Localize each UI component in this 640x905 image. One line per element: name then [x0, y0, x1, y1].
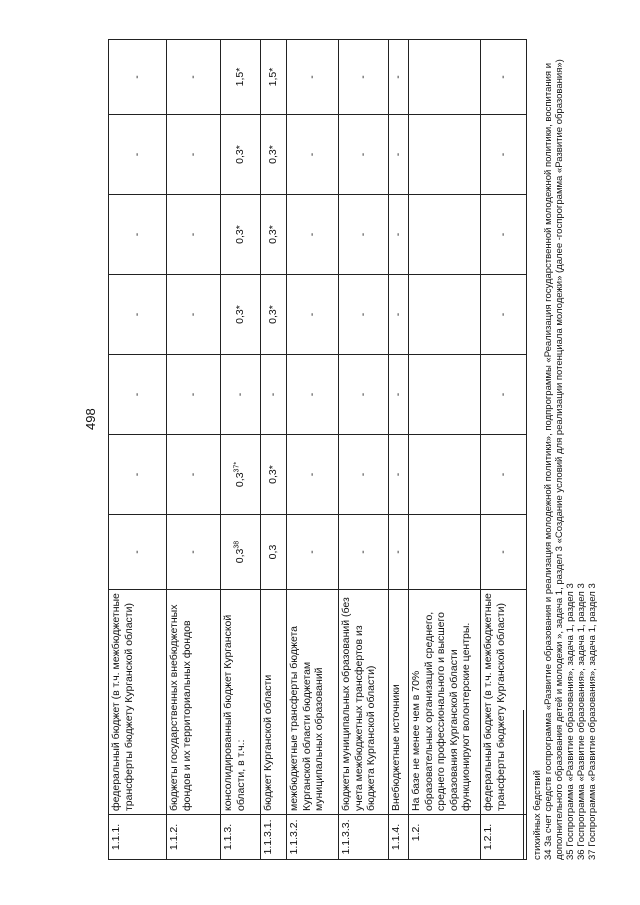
value-text: - — [306, 75, 319, 79]
value-text: - — [267, 392, 280, 397]
value-cell — [167, 355, 221, 435]
row-number: 1.1.4. — [389, 815, 409, 860]
value-text: - — [392, 232, 405, 237]
value-cell — [339, 435, 389, 515]
value-cell — [389, 115, 409, 195]
footnote-rule — [523, 710, 524, 860]
value-cell — [389, 275, 409, 355]
value-text: 0,3* — [267, 305, 280, 324]
value-cell — [287, 435, 339, 515]
row-name: Внебюджетные источники — [389, 590, 409, 815]
value-text: - — [131, 312, 144, 317]
value-cell — [109, 435, 167, 515]
value-text: 0,3* — [267, 465, 280, 484]
value-cell — [221, 355, 261, 435]
value-text: 0,3* — [234, 145, 247, 164]
value-cell — [409, 515, 481, 590]
table-row — [221, 40, 261, 860]
value-cell — [261, 515, 287, 590]
value-cell — [409, 115, 481, 195]
value-cell — [409, 40, 481, 115]
value-cell — [389, 435, 409, 515]
footnote-marker: 38 — [233, 540, 241, 549]
value-text: - — [357, 312, 370, 317]
value-text: - — [306, 472, 319, 477]
value-cell — [409, 275, 481, 355]
value-text: - — [357, 152, 370, 157]
value-text: 0,3* — [234, 305, 247, 324]
value-text: 0,3* — [267, 145, 280, 164]
value-cell — [109, 355, 167, 435]
value-cell — [167, 435, 221, 515]
value-text: - — [187, 312, 200, 317]
value-text: - — [392, 550, 405, 554]
value-cell — [261, 195, 287, 275]
row-number: 1.1.3.1. — [261, 815, 287, 860]
value-text: 0,3 — [234, 548, 247, 564]
table-body — [109, 40, 527, 860]
value-text: - — [187, 550, 200, 554]
footnote-34: 34 За счет средств госпрограмма «Развитие образования и реализация молодежной политики», подпрограммы «Реализация государственной молодежной политики, воспитания и дополнительного образования детей и молодежи », задача 1, раздел 3 «Создание условий для реализации потенциала молодежи» (далее -госпрограмма «Развитие образования») — [543, 59, 565, 860]
value-cell — [481, 515, 527, 590]
value-text: - — [497, 550, 510, 554]
row-name: На базе не менее чем в 70% образовательных организаций среднего, среднего профессионального и высшего образования Курганской области функционируют волонтерские центры. — [409, 590, 481, 815]
value-cell — [261, 40, 287, 115]
value-cell — [221, 515, 261, 590]
table-row — [481, 40, 527, 860]
value-cell — [339, 40, 389, 115]
value-cell — [481, 195, 527, 275]
value-text: 0,3 — [234, 472, 247, 488]
value-cell — [109, 275, 167, 355]
table-row — [287, 40, 339, 860]
value-cell — [389, 355, 409, 435]
value-cell — [481, 40, 527, 115]
value-cell — [389, 515, 409, 590]
row-number: 1.1.3.3. — [339, 815, 389, 860]
value-cell — [109, 40, 167, 115]
value-text: - — [392, 75, 405, 79]
value-cell — [287, 115, 339, 195]
value-text: - — [306, 232, 319, 237]
value-text: - — [497, 312, 510, 317]
value-text: - — [234, 392, 247, 397]
page-number: 498 — [83, 408, 98, 430]
value-cell — [221, 275, 261, 355]
value-cell — [109, 515, 167, 590]
value-cell — [287, 515, 339, 590]
value-text: - — [497, 472, 510, 477]
table-row — [389, 40, 409, 860]
table-row — [167, 40, 221, 860]
value-text: - — [392, 312, 405, 317]
value-text: - — [131, 392, 144, 397]
value-text: - — [131, 232, 144, 237]
value-cell — [287, 40, 339, 115]
value-text: 1,5* — [267, 67, 280, 87]
row-number: 1.1.1. — [109, 815, 167, 860]
value-text: - — [306, 152, 319, 157]
value-text: 0,3* — [234, 225, 247, 244]
row-number: 1.1.3. — [221, 815, 261, 860]
value-text: - — [497, 75, 510, 79]
row-name: бюджет Курганской области — [261, 590, 287, 815]
value-text: - — [392, 392, 405, 397]
value-text: - — [497, 232, 510, 237]
footnote-35: 35 Госпрограмма «Развитие образования», задача 1, раздел 3 — [565, 583, 576, 860]
value-cell — [261, 435, 287, 515]
footnote-37: 37 Госпрограмма «Развитие образования», задача 1, раздел 3 — [587, 583, 598, 860]
value-text: 0,3 — [267, 544, 280, 560]
value-text: - — [187, 472, 200, 477]
row-name: консолидированный бюджет Курганской области, в т.ч.: — [221, 590, 261, 815]
value-cell — [109, 115, 167, 195]
value-cell — [287, 195, 339, 275]
value-text: - — [497, 152, 510, 157]
value-cell — [261, 115, 287, 195]
value-cell — [109, 195, 167, 275]
value-text: - — [306, 550, 319, 554]
value-cell — [167, 195, 221, 275]
value-text: - — [187, 392, 200, 397]
value-cell — [167, 275, 221, 355]
value-cell — [389, 195, 409, 275]
value-cell — [339, 195, 389, 275]
budget-table-container — [108, 40, 523, 860]
value-text: 1,5* — [234, 67, 247, 87]
value-cell — [339, 275, 389, 355]
row-name: межбюджетные трансферты бюджета Курганской области бюджетам муниципальных образований — [287, 590, 339, 815]
value-cell — [481, 275, 527, 355]
value-text: - — [187, 152, 200, 157]
value-cell — [339, 355, 389, 435]
row-name: федеральный бюджет (в т.ч. межбюджетные трансферты бюджету Курганской области) — [109, 590, 167, 815]
value-cell — [167, 115, 221, 195]
value-cell — [481, 355, 527, 435]
value-cell — [481, 115, 527, 195]
row-name: федеральный бюджет (в т.ч. межбюджетные трансферты бюджету Курганской области) — [481, 590, 527, 815]
value-text: - — [357, 472, 370, 477]
value-cell — [261, 275, 287, 355]
table-row — [409, 40, 481, 860]
value-text: - — [357, 75, 370, 79]
value-cell — [409, 195, 481, 275]
value-text: - — [131, 472, 144, 477]
value-cell — [409, 355, 481, 435]
footnote-marker: 37* — [233, 461, 241, 473]
table-row — [109, 40, 167, 860]
value-text: - — [306, 312, 319, 317]
row-name: бюджеты государственных внебюджетных фондов и их территориальных фондов — [167, 590, 221, 815]
value-text: - — [131, 152, 144, 157]
budget-table — [108, 39, 527, 860]
row-number: 1.1.2. — [167, 815, 221, 860]
value-text: - — [131, 75, 144, 79]
value-cell — [287, 355, 339, 435]
value-text: - — [187, 75, 200, 79]
value-text: - — [131, 550, 144, 554]
value-text: - — [357, 232, 370, 237]
value-cell — [221, 115, 261, 195]
footnote-lead: стихийных бедствий — [532, 770, 543, 860]
footnote-36: 36 Госпрограмма «Развитие образования», задача 1, раздел 3 — [576, 583, 587, 860]
row-name: бюджеты муниципальных образований (без учета межбюджетных трансфертов из бюджета Курганской области) — [339, 590, 389, 815]
value-text: - — [306, 392, 319, 397]
table-row — [261, 40, 287, 860]
value-text: - — [357, 392, 370, 397]
value-cell — [221, 195, 261, 275]
value-cell — [167, 515, 221, 590]
value-cell — [221, 435, 261, 515]
value-cell — [339, 115, 389, 195]
value-cell — [261, 355, 287, 435]
row-number: 1.1.3.2. — [287, 815, 339, 860]
value-text: 0,3* — [267, 225, 280, 244]
value-cell — [287, 275, 339, 355]
value-cell — [221, 40, 261, 115]
value-text: - — [357, 550, 370, 554]
row-number: 1.2.1. — [481, 815, 527, 860]
value-cell — [481, 435, 527, 515]
value-cell — [409, 435, 481, 515]
value-cell — [339, 515, 389, 590]
table-row — [339, 40, 389, 860]
value-cell — [389, 40, 409, 115]
value-cell — [167, 40, 221, 115]
value-text: - — [392, 472, 405, 477]
value-text: - — [392, 152, 405, 157]
row-number: 1.2. — [409, 815, 481, 860]
footnotes — [523, 40, 598, 860]
value-text: - — [497, 392, 510, 397]
value-text: - — [187, 232, 200, 237]
